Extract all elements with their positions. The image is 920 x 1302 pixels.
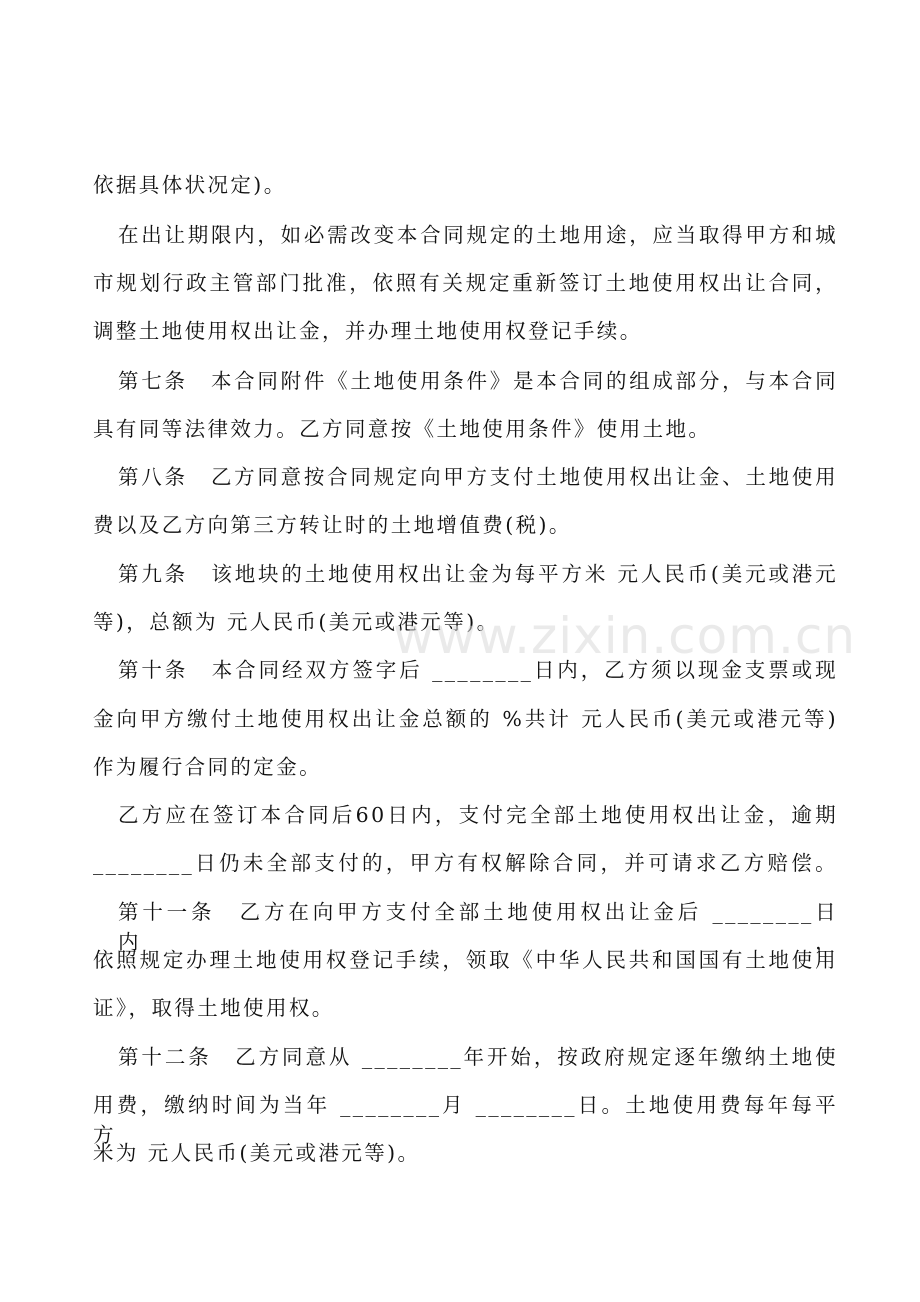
- article-12-line-2: 用费，缴纳时间为当年 ________月 ________日。土地使用费每年每平方: [93, 1093, 838, 1147]
- article-10-line-3: 作为履行合同的定金。: [93, 755, 322, 779]
- payment-line-2: ________日仍未全部支付的，甲方有权解除合同，并可请求乙方赔偿。: [93, 851, 838, 875]
- article-11-line-1: 第十一条 乙方在向甲方支付全部土地使用权出让金后 ________日内，: [118, 900, 838, 954]
- text-line-3: 市规划行政主管部门批准，依照有关规定重新签订土地使用权出让合同，: [93, 271, 838, 295]
- article-11-line-3: 证》，取得土地使用权。: [93, 996, 335, 1020]
- article-7-line-2: 具有同等法律效力。乙方同意按《土地使用条件》使用土地。: [93, 417, 712, 441]
- article-10-line-2: 金向甲方缴付土地使用权出让金总额的 %共计 元人民币(美元或港元等): [93, 707, 838, 731]
- watermark-text: www.zixin.com.cn: [393, 607, 857, 665]
- article-7-line-1: 第七条 本合同附件《土地使用条件》是本合同的组成部分，与本合同: [118, 369, 838, 393]
- article-11-line-2: 依照规定办理土地使用权登记手续，领取《中华人民共和国国有土地使用: [93, 948, 838, 972]
- text-line-4: 调整土地使用权出让金，并办理土地使用权登记手续。: [93, 319, 643, 343]
- article-8-line-2: 费以及乙方向第三方转让时的土地增值费(税)。: [93, 513, 572, 537]
- article-9-line-2: 等)，总额为 元人民币(美元或港元等)。: [93, 610, 500, 634]
- article-12-line-3: 米为 元人民币(美元或港元等)。: [93, 1141, 421, 1165]
- text-line-2: 在出让期限内，如必需改变本合同规定的土地用途，应当取得甲方和城: [118, 223, 838, 247]
- payment-line-1: 乙方应在签订本合同后60日内，支付完全部土地使用权出让金，逾期: [118, 803, 838, 827]
- article-10-line-1: 第十条 本合同经双方签字后 ________日内，乙方须以现金支票或现: [118, 658, 838, 682]
- article-9-line-1: 第九条 该地块的土地使用权出让金为每平方米 元人民币(美元或港元: [118, 562, 838, 586]
- text-line-1: 依据具体状况定)。: [93, 173, 287, 197]
- article-8-line-1: 第八条 乙方同意按合同规定向甲方支付土地使用权出让金、土地使用: [118, 465, 838, 489]
- article-12-line-1: 第十二条 乙方同意从 ________年开始，按政府规定逐年缴纳土地使: [118, 1045, 838, 1069]
